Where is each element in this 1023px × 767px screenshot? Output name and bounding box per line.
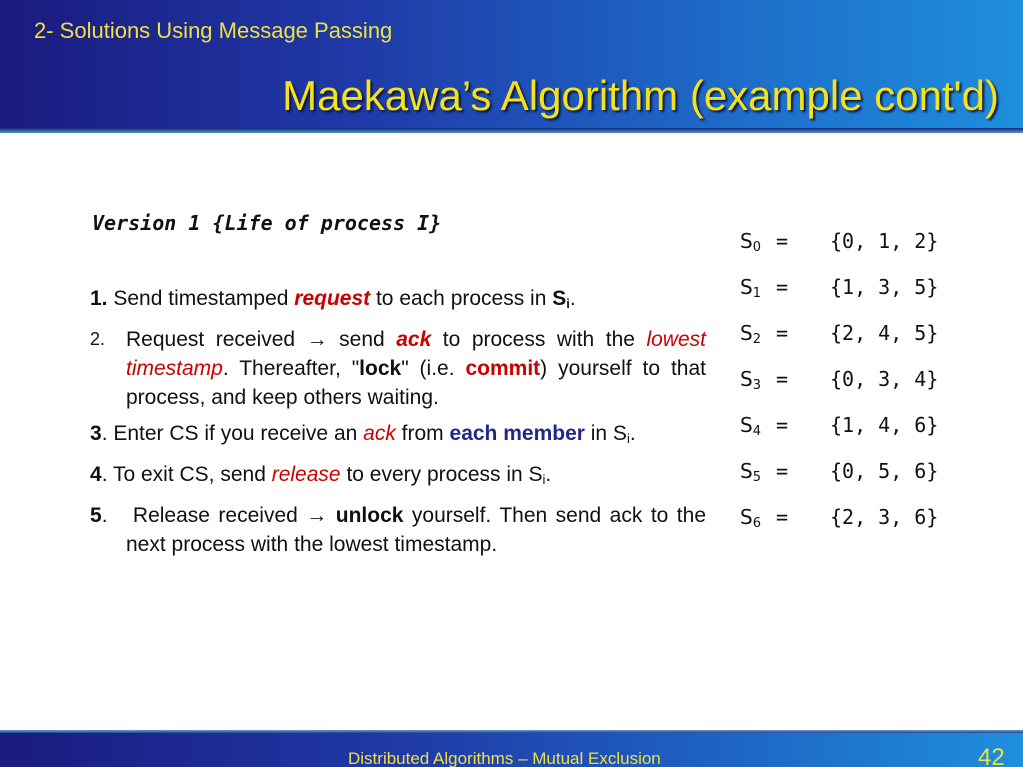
- set-label: $S_0$: [740, 229, 761, 255]
- set-members: {0, 3, 4}: [830, 367, 939, 391]
- equals-sign: =: [776, 229, 789, 253]
- set-label: $S_2$: [740, 321, 761, 347]
- step-text: .: [629, 422, 636, 445]
- set-members: {0, 1, 2}: [830, 229, 939, 253]
- step-number: 5: [90, 504, 102, 527]
- step-number: 1.: [90, 287, 108, 310]
- set-members: {1, 4, 6}: [830, 413, 939, 437]
- set-label: $S_3$: [740, 367, 761, 393]
- header-divider: [0, 128, 1023, 133]
- version-heading: Version 1 {Life of process I}: [92, 211, 442, 235]
- equals-sign: =: [776, 321, 789, 345]
- request-keyword: request: [294, 287, 371, 310]
- set-label: $S_1$: [740, 275, 761, 301]
- step-2: [90, 325, 706, 412]
- equals-sign: =: [776, 459, 789, 483]
- set-symbol: S: [552, 287, 567, 310]
- step-text: ) yourself to that process, and keep others waiting.: [126, 357, 706, 409]
- commit-keyword: commit: [465, 357, 541, 380]
- step-text: .: [569, 287, 576, 310]
- lowest-timestamp-keyword: lowest timestamp: [126, 328, 706, 380]
- equals-sign: =: [776, 367, 789, 391]
- step-text: to every process in S: [340, 463, 543, 486]
- section-label: 2- Solutions Using Message Passing: [34, 18, 393, 43]
- unlock-keyword: unlock: [335, 504, 404, 527]
- slide-title: Maekawa’s Algorithm (example cont'd): [282, 72, 999, 119]
- step-text: from: [395, 422, 450, 445]
- step-text: Send timestamped: [107, 287, 295, 310]
- set-label: $S_5$: [740, 459, 761, 485]
- equals-sign: =: [776, 413, 789, 437]
- each-member-keyword: each member: [449, 422, 585, 445]
- step-text: to process with the: [431, 328, 647, 351]
- set-members: {1, 3, 5}: [830, 275, 939, 299]
- step-text: " (i.e.: [401, 357, 466, 380]
- set-subscript: i: [542, 472, 546, 487]
- ack-keyword: ack: [396, 328, 432, 351]
- step-text: to each process in: [370, 287, 553, 310]
- ack-keyword: ack: [363, 422, 396, 445]
- step-text: send: [327, 328, 397, 351]
- set-label: $S_4$: [740, 413, 761, 439]
- step-3: [90, 419, 706, 453]
- step-text: in S: [584, 422, 627, 445]
- step-text: . To exit CS, send: [101, 463, 272, 486]
- release-keyword: release: [271, 463, 341, 486]
- step-1: [90, 284, 706, 318]
- step-text: yourself. Then send ack to the next process with the lowest timestamp.: [126, 504, 707, 556]
- equals-sign: =: [776, 505, 789, 529]
- step-text: Request received: [126, 328, 307, 351]
- step-text: . Release received: [101, 504, 307, 527]
- step-number: 3: [90, 422, 102, 445]
- set-members: {2, 4, 5}: [830, 321, 939, 345]
- step-text: .: [545, 463, 552, 486]
- step-text: . Enter CS if you receive an: [101, 422, 364, 445]
- algorithm-steps: [90, 284, 706, 566]
- step-text: . Thereafter, ": [222, 357, 360, 380]
- equals-sign: =: [776, 275, 789, 299]
- step-5: [90, 501, 706, 559]
- set-members: {0, 5, 6}: [830, 459, 939, 483]
- arrow-icon: →: [306, 328, 328, 351]
- lock-keyword: lock: [359, 357, 402, 380]
- step-4: [90, 460, 706, 494]
- page-number: 42: [978, 744, 1005, 767]
- set-subscript: i: [626, 431, 630, 446]
- set-label: $S_6$: [740, 505, 761, 531]
- set-members: {2, 3, 6}: [830, 505, 939, 529]
- footer-title: Distributed Algorithms – Mutual Exclusion: [348, 749, 661, 767]
- step-number: 2.: [90, 329, 106, 349]
- arrow-icon: →: [306, 504, 328, 527]
- set-subscript: i: [566, 296, 570, 311]
- step-number: 4: [90, 463, 102, 486]
